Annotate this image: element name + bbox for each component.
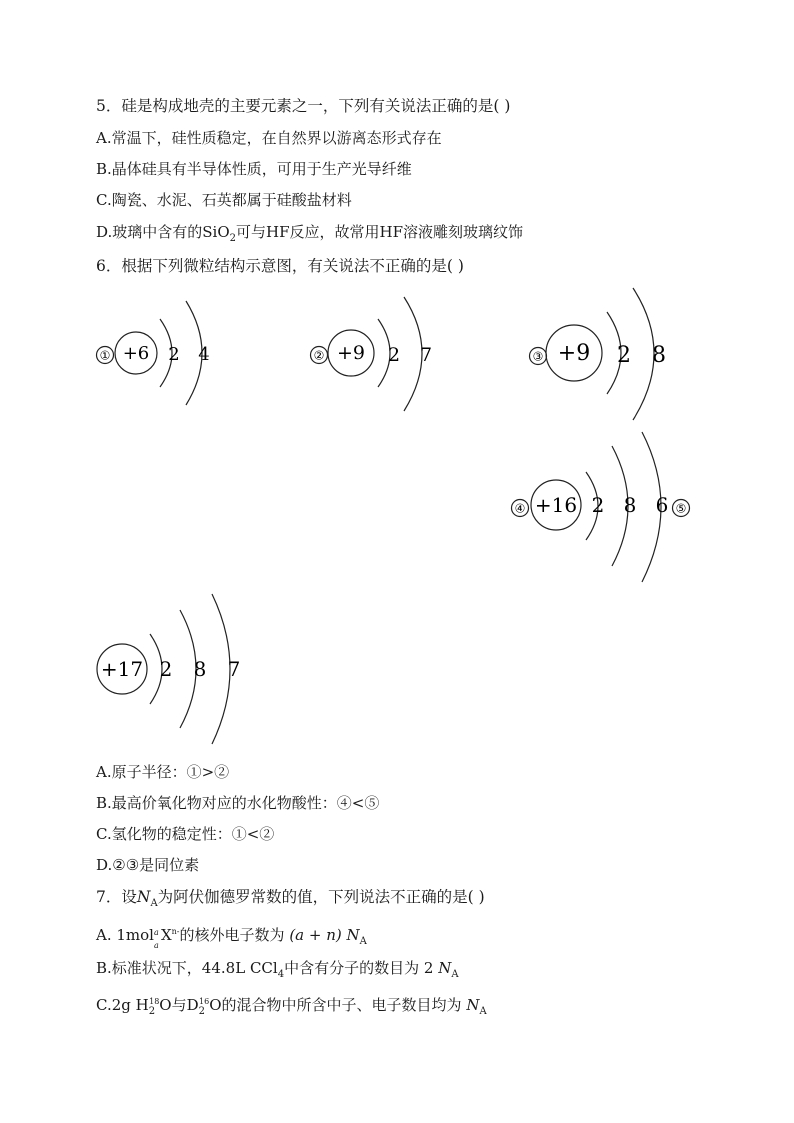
nucleus-charge-3: +9 [557,341,591,366]
q6-stem: 6．根据下列微粒结构示意图，有关说法不正确的是( ) [96,257,464,275]
atom-label-5: ⑤ [675,501,687,516]
q6-option-c: C.氢化物的稳定性：①<② [96,825,275,843]
q7-option-a: A. 1mol a a $X^{n-}$的核外电子数为 (a + n) $N_A$ [96,926,367,950]
q5-option-d: D.玻璃中含有的SiO$_2$可与HF反应，故常用HF溶液雕刻玻璃纹饰 [96,223,523,244]
shell-electrons-4-2: 8 [623,493,637,517]
atom-diagram-1 [94,295,234,419]
shell-electrons-2-2: 7 [419,344,433,366]
atom-label-2: ② [313,348,325,363]
q7-option-c: C.2g $H_2^{18}O$与$D_2^{16}O$的混合物中所含中子、电子数目均为 $N_A$ [96,996,487,1017]
sio2-formula: SiO$_2$ [202,223,237,244]
shell-electrons-2-1: 2 [387,344,401,366]
atom-label-1: ① [99,348,111,363]
shell-electrons-5-3: 7 [227,657,241,681]
q5-option-b: B.晶体硅具有半导体性质，可用于生产光导纤维 [96,160,412,178]
q6-option-d: D.②③是同位素 [96,856,200,874]
atom-diagram-3 [527,286,677,428]
q5-option-a: A.常温下，硅性质稳定，在自然界以游离态形式存在 [96,129,442,147]
shell-electrons-1-2: 4 [198,344,210,365]
shell-electrons-3-2: 8 [652,343,666,368]
q7-option-b: B.标准状况下，44.8L CCl$_4$中含有分子的数目为 2 $N_A$ [96,959,459,980]
q5-option-c: C.陶瓷、水泥、石英都属于硅酸盐材料 [96,191,352,209]
nucleus-charge-4: +16 [534,493,578,517]
q6-option-a: A.原子半径：①>② [96,763,230,781]
q7-stem: 7．设$N_A$为阿伏伽德罗常数的值，下列说法不正确的是( ) [96,888,485,910]
shell-electrons-4-3: 6 [655,493,669,517]
shell-electrons-1-1: 2 [168,344,180,365]
nucleus-charge-5: +17 [100,657,144,681]
shell-electrons-3-1: 2 [617,343,631,368]
shell-electrons-4-1: 2 [591,493,605,517]
atom-diagram-5 [94,592,254,752]
shell-electrons-5-2: 8 [193,657,207,681]
shell-electrons-5-1: 2 [159,657,173,681]
atom-label-4: ④ [514,501,526,516]
q6-option-b: B.最高价氧化物对应的水化物酸性：④<⑤ [96,794,380,812]
atom-diagram-2 [308,295,448,419]
atom-diagram-4 [508,430,698,590]
q5-stem: 5．硅是构成地壳的主要元素之一，下列有关说法正确的是( ) [96,97,511,115]
nucleus-charge-1: +6 [122,343,150,364]
nucleus-charge-2: +9 [336,342,366,364]
atom-label-3: ③ [532,349,544,364]
